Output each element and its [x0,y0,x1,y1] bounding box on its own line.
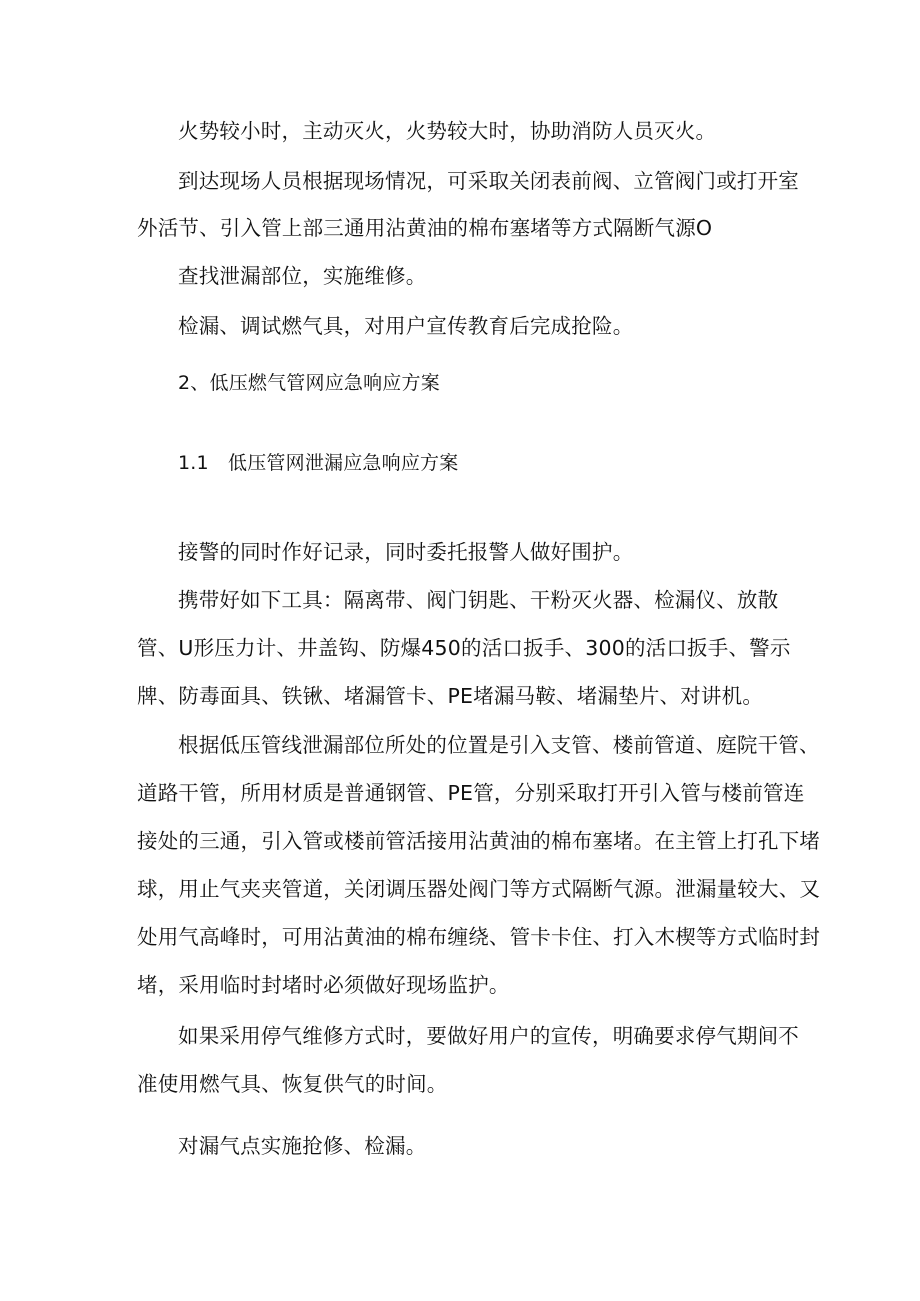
text-line-4: 查找泄漏部位，实施维修。 [178,264,427,288]
text-line-1: 火势较小时，主动灭火，火势较大时，协助消防人员灭火。 [178,119,717,143]
text-line-8: 接警的同时作好记录，同时委托报警人做好围护。 [178,540,634,564]
text-line-17: 堵，采用临时封堵时必须做好现场监护。 [137,973,510,997]
text-line-19: 准使用燃气具、恢复供气的时间。 [137,1072,448,1096]
text-line-16: 处用气高峰时，可用沾黄油的棉布缠绕、管卡卡住、打入木楔等方式临时封 [137,925,821,949]
text-line-12: 根据低压管线泄漏部位所处的位置是引入支管、楼前管道、庭院干管、 [178,733,820,757]
text-line-10: 管、U形压力计、井盖钩、防爆450的活口扳手、300的活口扳手、警示 [137,636,791,660]
text-line-14: 接处的三通，引入管或楼前管活接用沾黄油的棉布塞堵。在主管上打孔下堵 [137,829,821,853]
text-line-11: 牌、防毒面具、铁锹、堵漏管卡、PE堵漏马鞍、堵漏垫片、对讲机。 [137,684,764,708]
text-line-18: 如果采用停气维修方式时，要做好用户的宣传，明确要求停气期间不 [178,1024,799,1048]
text-line-15: 球，用止气夹夹管道，关闭调压器处阀门等方式隔断气源。泄漏量较大、又 [137,877,821,901]
subsection-heading-1-1: 1.1 低压管网泄漏应急响应方案 [178,452,459,474]
text-line-13: 道路干管，所用材质是普通钢管、PE管，分别采取打开引入管与楼前管连 [137,781,805,805]
text-line-5: 检漏、调试燃气具，对用户宣传教育后完成抢险。 [178,314,634,338]
text-line-3: 外活节、引入管上部三通用沾黄油的棉布塞堵等方式隔断气源O [137,216,713,240]
text-line-9: 携带好如下工具：隔离带、阀门钥匙、干粉灭火器、检漏仪、放散 [178,588,779,612]
text-line-2: 到达现场人员根据现场情况，可采取关闭表前阀、立管阀门或打开室 [178,169,799,193]
text-line-20: 对漏气点实施抢修、检漏。 [178,1134,427,1158]
section-heading-2: 2、低压燃气管网应急响应方案 [178,372,440,394]
